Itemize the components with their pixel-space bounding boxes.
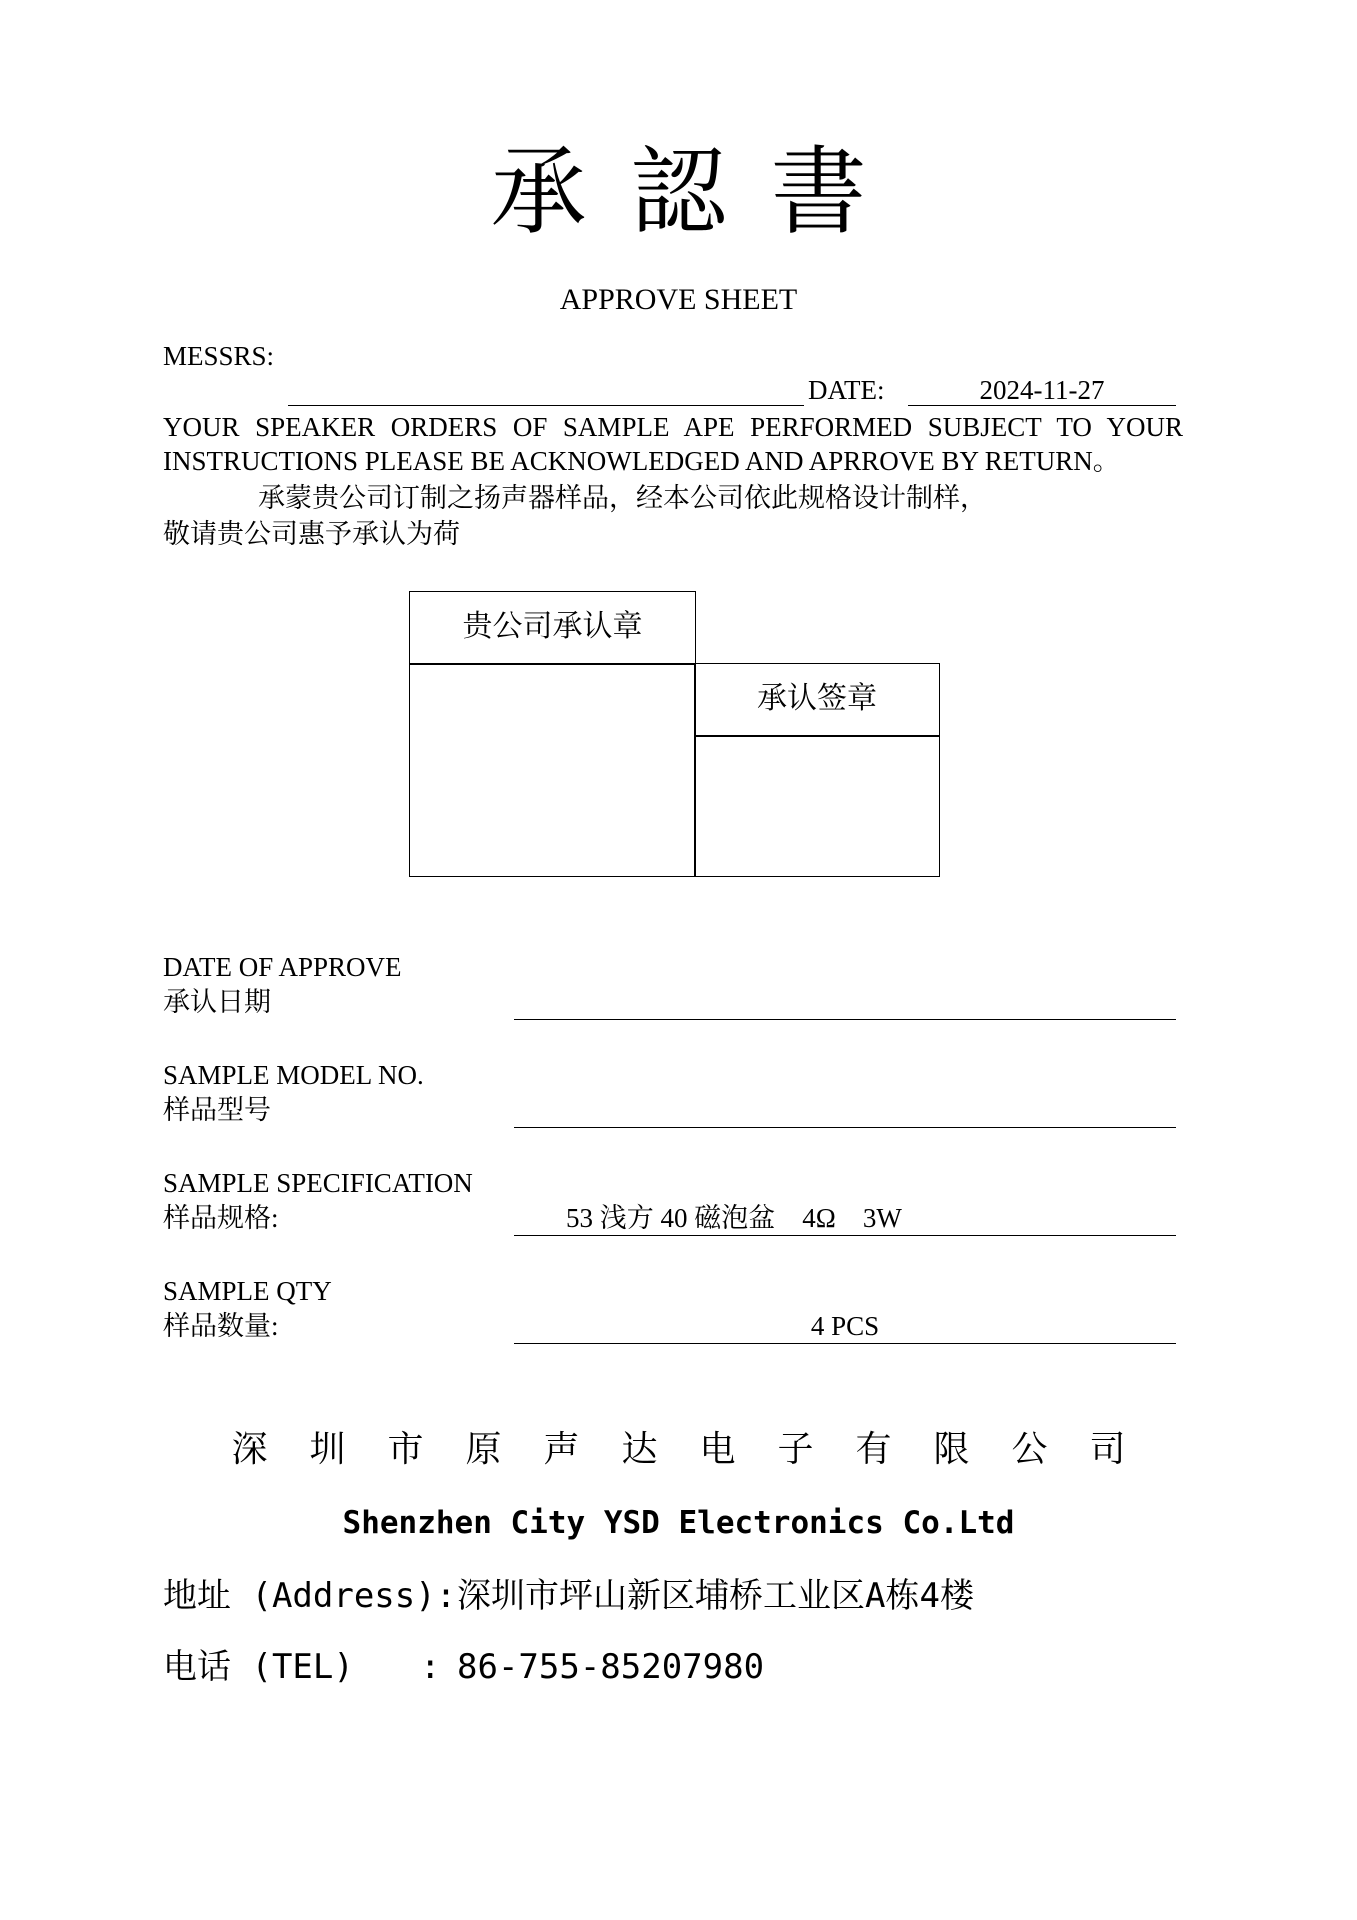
messrs-label: MESSRS: (163, 341, 275, 371)
specification-line (514, 1235, 1176, 1236)
instructions-en-line-2: INSTRUCTIONS PLEASE BE ACKNOWLEDGED AND APRROVE BY RETURN。 (163, 446, 1120, 476)
model-no-label-cn: 样品型号 (163, 1095, 271, 1125)
date-of-approve-line (514, 1019, 1176, 1020)
date-value: 2024-11-27 (979, 375, 1105, 405)
instructions-cn-line-2: 敬请贵公司惠予承认为荷 (163, 519, 460, 549)
model-no-line (514, 1127, 1176, 1128)
instructions-en (163, 410, 1183, 478)
signature-header-cell (694, 663, 940, 737)
tel-label: 电话 (TEL) (163, 1647, 354, 1687)
date-of-approve-label-en: DATE OF APPROVE (163, 952, 402, 982)
document-title-en: APPROVE SHEET (559, 283, 798, 316)
specification-label-en: SAMPLE SPECIFICATION (163, 1168, 473, 1198)
qty-label-en: SAMPLE QTY (163, 1276, 332, 1306)
customer-stamp-area (409, 663, 696, 877)
date-underline (908, 405, 1176, 406)
qty-line (514, 1343, 1176, 1344)
tel-value: 86-755-85207980 (457, 1647, 765, 1687)
qty-label-cn: 样品数量: (163, 1311, 279, 1341)
company-name-cn: 深圳市原声达电子有限公司 (231, 1429, 1168, 1470)
signature-area (694, 735, 940, 877)
address-label: 地址 (Address): (163, 1576, 457, 1616)
instructions-en-line-1: YOUR SPEAKER ORDERS OF SAMPLE APE PERFORMED SUBJECT TO YOUR (163, 412, 1183, 442)
customer-stamp-label: 贵公司承认章 (462, 610, 643, 643)
specification-label-cn: 样品规格: (163, 1203, 279, 1233)
messrs-blank-line (288, 405, 804, 406)
specification-value: 53 浅方 40 磁泡盆 4Ω 3W (566, 1203, 902, 1233)
date-of-approve-label-cn: 承认日期 (163, 987, 271, 1017)
address-value: 深圳市坪山新区埔桥工业区A栋4楼 (457, 1576, 974, 1616)
signature-label: 承认签章 (757, 682, 877, 715)
instructions-cn-line-1: 承蒙贵公司订制之扬声器样品，经本公司依此规格设计制样， (258, 483, 987, 513)
model-no-label-en: SAMPLE MODEL NO. (163, 1060, 424, 1090)
company-name-en: Shenzhen City YSD Electronics Co.Ltd (342, 1505, 1015, 1541)
customer-stamp-header-cell (409, 591, 696, 665)
qty-value: 4 PCS (810, 1311, 880, 1341)
date-label: DATE: (808, 375, 885, 405)
document-title-cn: 承認書 (490, 139, 911, 246)
tel-separator: : (420, 1647, 441, 1687)
